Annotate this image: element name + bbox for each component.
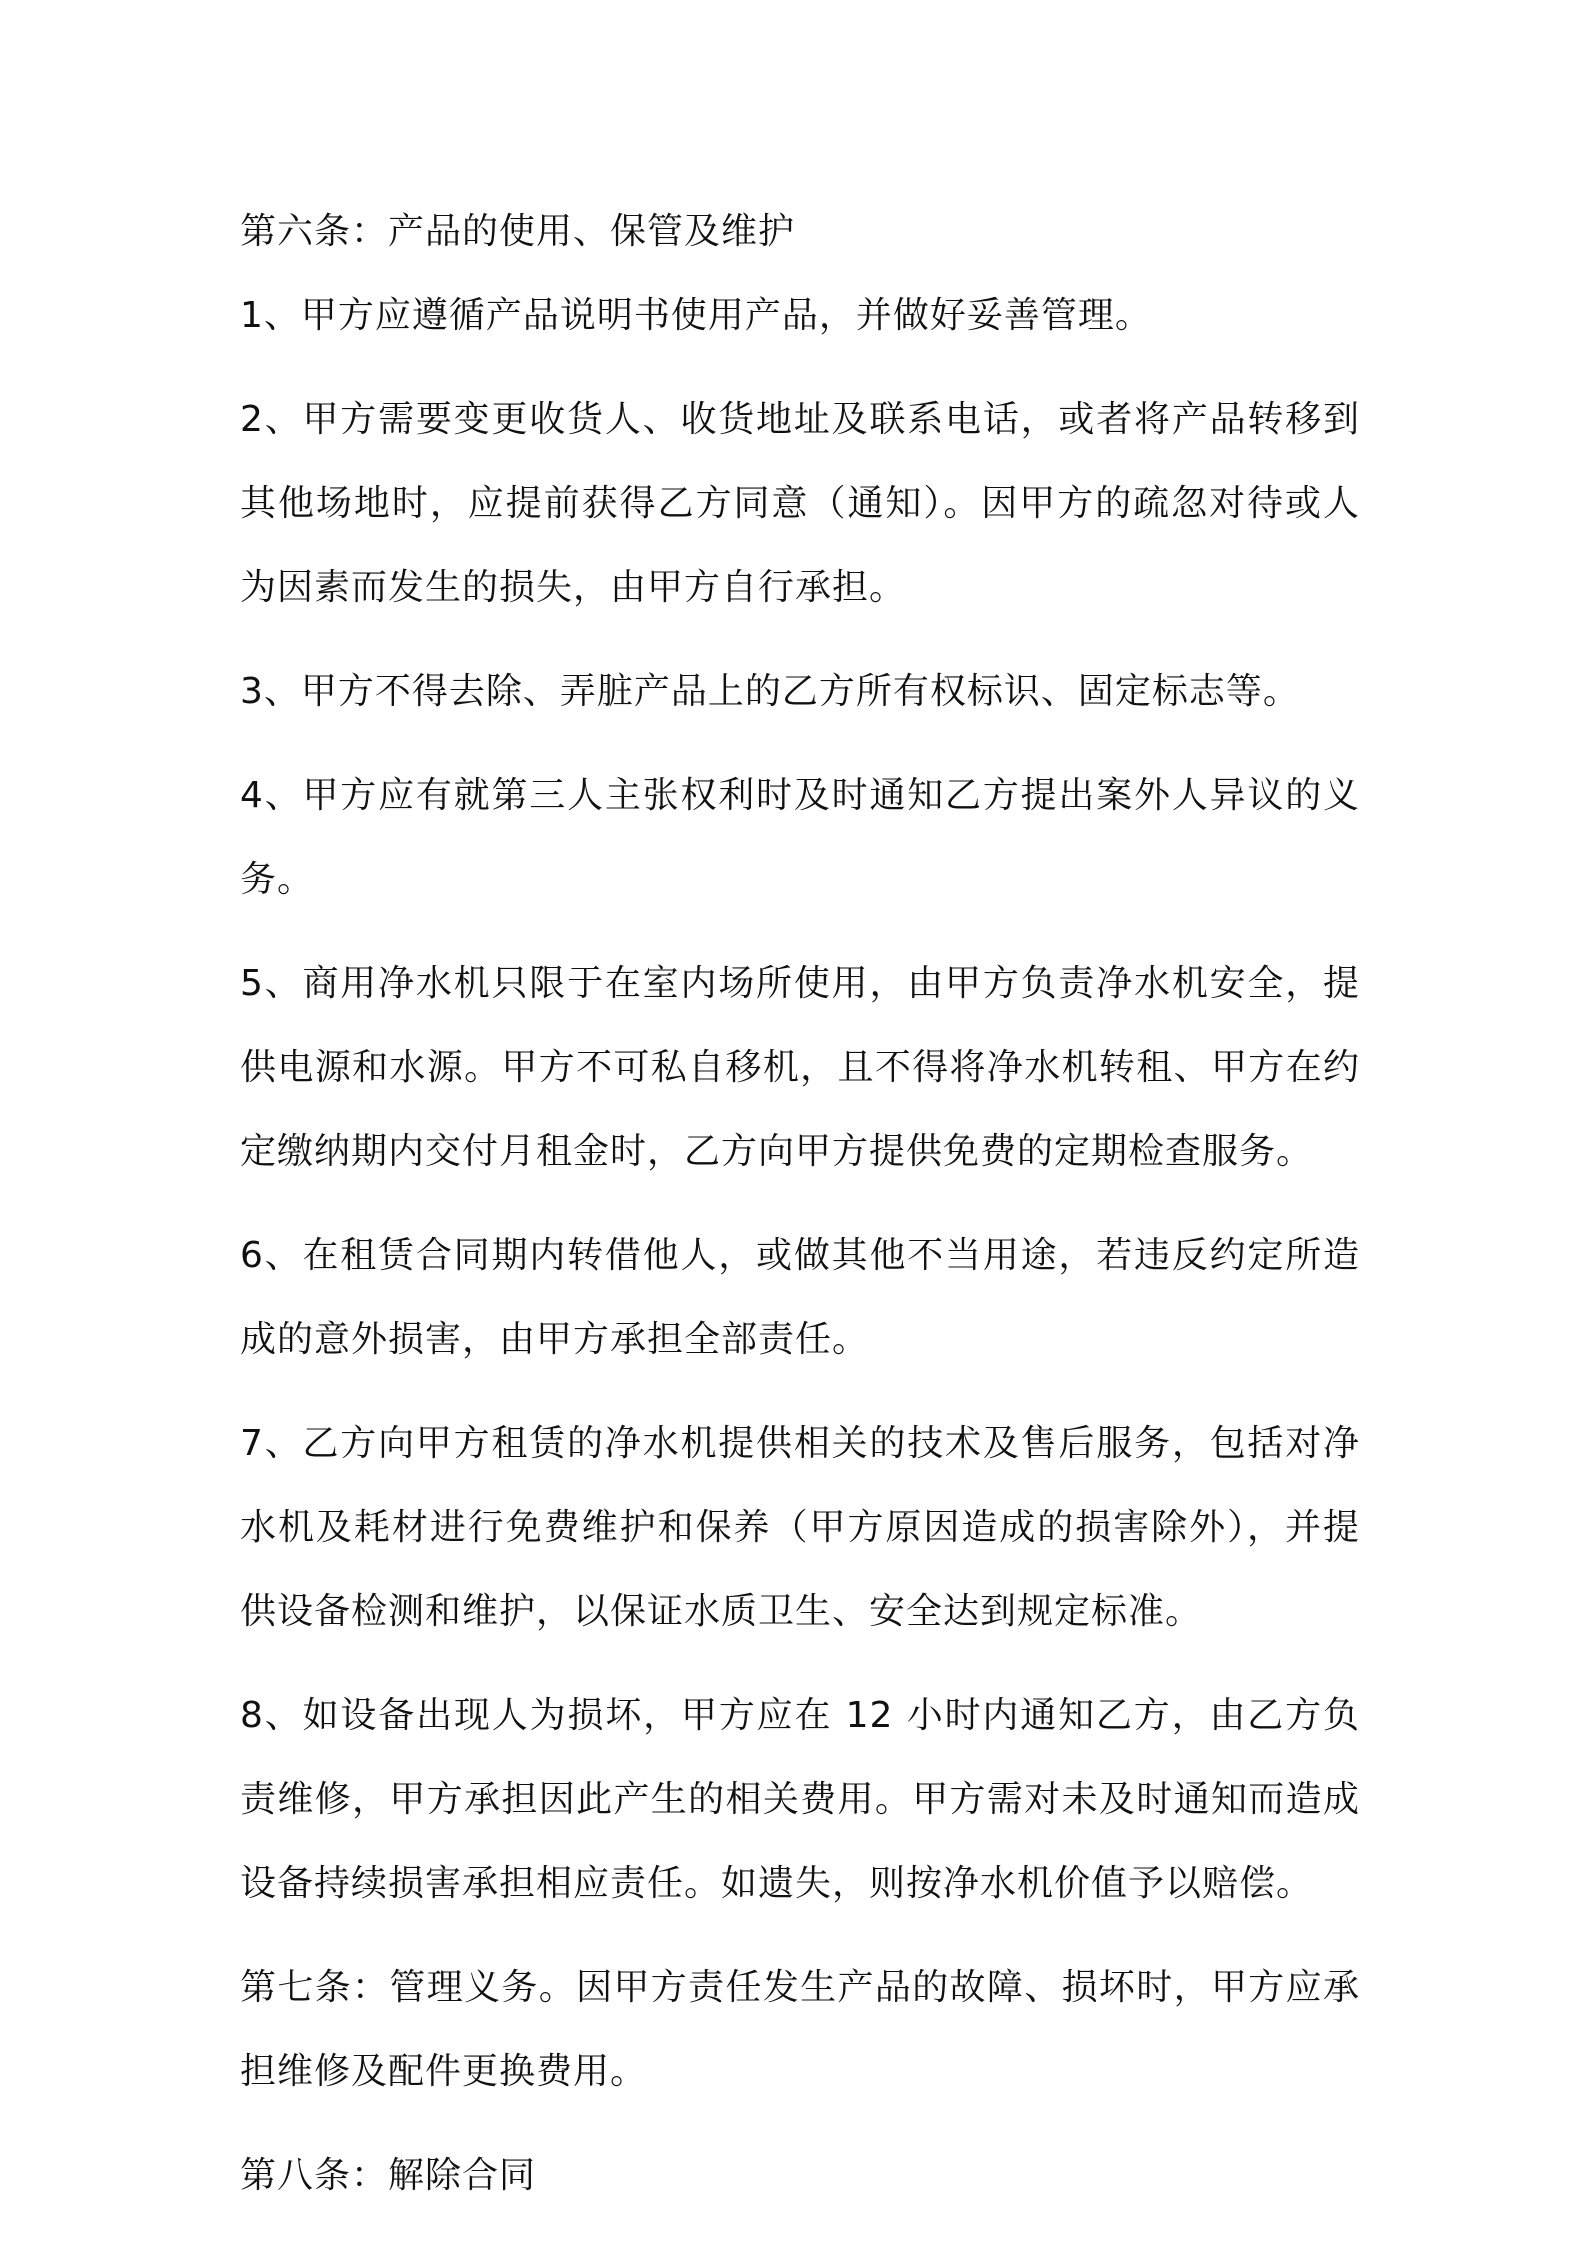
article-6-clause-6: 6、在租赁合同期内转借他人，或做其他不当用途，若违反约定所造成的意外损害，由甲方承担全部责任。 bbox=[240, 1235, 1360, 1360]
article-8-heading: 第八条：解除合同 bbox=[240, 2155, 537, 2196]
article-6-clause-1: 1、甲方应遵循产品说明书使用产品，并做好妥善管理。 bbox=[240, 295, 1152, 336]
article-7-paragraph: 第七条：管理义务。因甲方责任发生产品的故障、损坏时，甲方应承担维修及配件更换费用。 bbox=[240, 1967, 1360, 2092]
article-6-clause-2: 2、甲方需要变更收货人、收货地址及联系电话，或者将产品转移到其他场地时，应提前获得乙方同意（通知）。因甲方的疏忽对待或人为因素而发生的损失，由甲方自行承担。 bbox=[240, 399, 1360, 608]
document-body bbox=[240, 190, 1360, 2238]
article-6-clause-3: 3、甲方不得去除、弄脏产品上的乙方所有权标识、固定标志等。 bbox=[240, 671, 1300, 712]
article-6-clause-8: 8、如设备出现人为损坏，甲方应在 12 小时内通知乙方，由乙方负责维修，甲方承担因此产生的相关费用。甲方需对未及时通知而造成设备持续损害承担相应责任。如遗失，则按净水机价值予以赔偿。 bbox=[240, 1695, 1360, 1904]
article-6-clause-7: 7、乙方向甲方租赁的净水机提供相关的技术及售后服务，包括对净水机及耗材进行免费维护和保养（甲方原因造成的损害除外），并提供设备检测和维护，以保证水质卫生、安全达到规定标准。 bbox=[240, 1423, 1360, 1632]
article-6-clause-5: 5、商用净水机只限于在室内场所使用，由甲方负责净水机安全，提供电源和水源。甲方不可私自移机，且不得将净水机转租、甲方在约定缴纳期内交付月租金时，乙方向甲方提供免费的定期检查服务。 bbox=[240, 963, 1360, 1172]
article-6-heading: 第六条：产品的使用、保管及维护 bbox=[240, 211, 796, 252]
article-6-clause-4: 4、甲方应有就第三人主张权利时及时通知乙方提出案外人异议的义务。 bbox=[240, 775, 1360, 900]
